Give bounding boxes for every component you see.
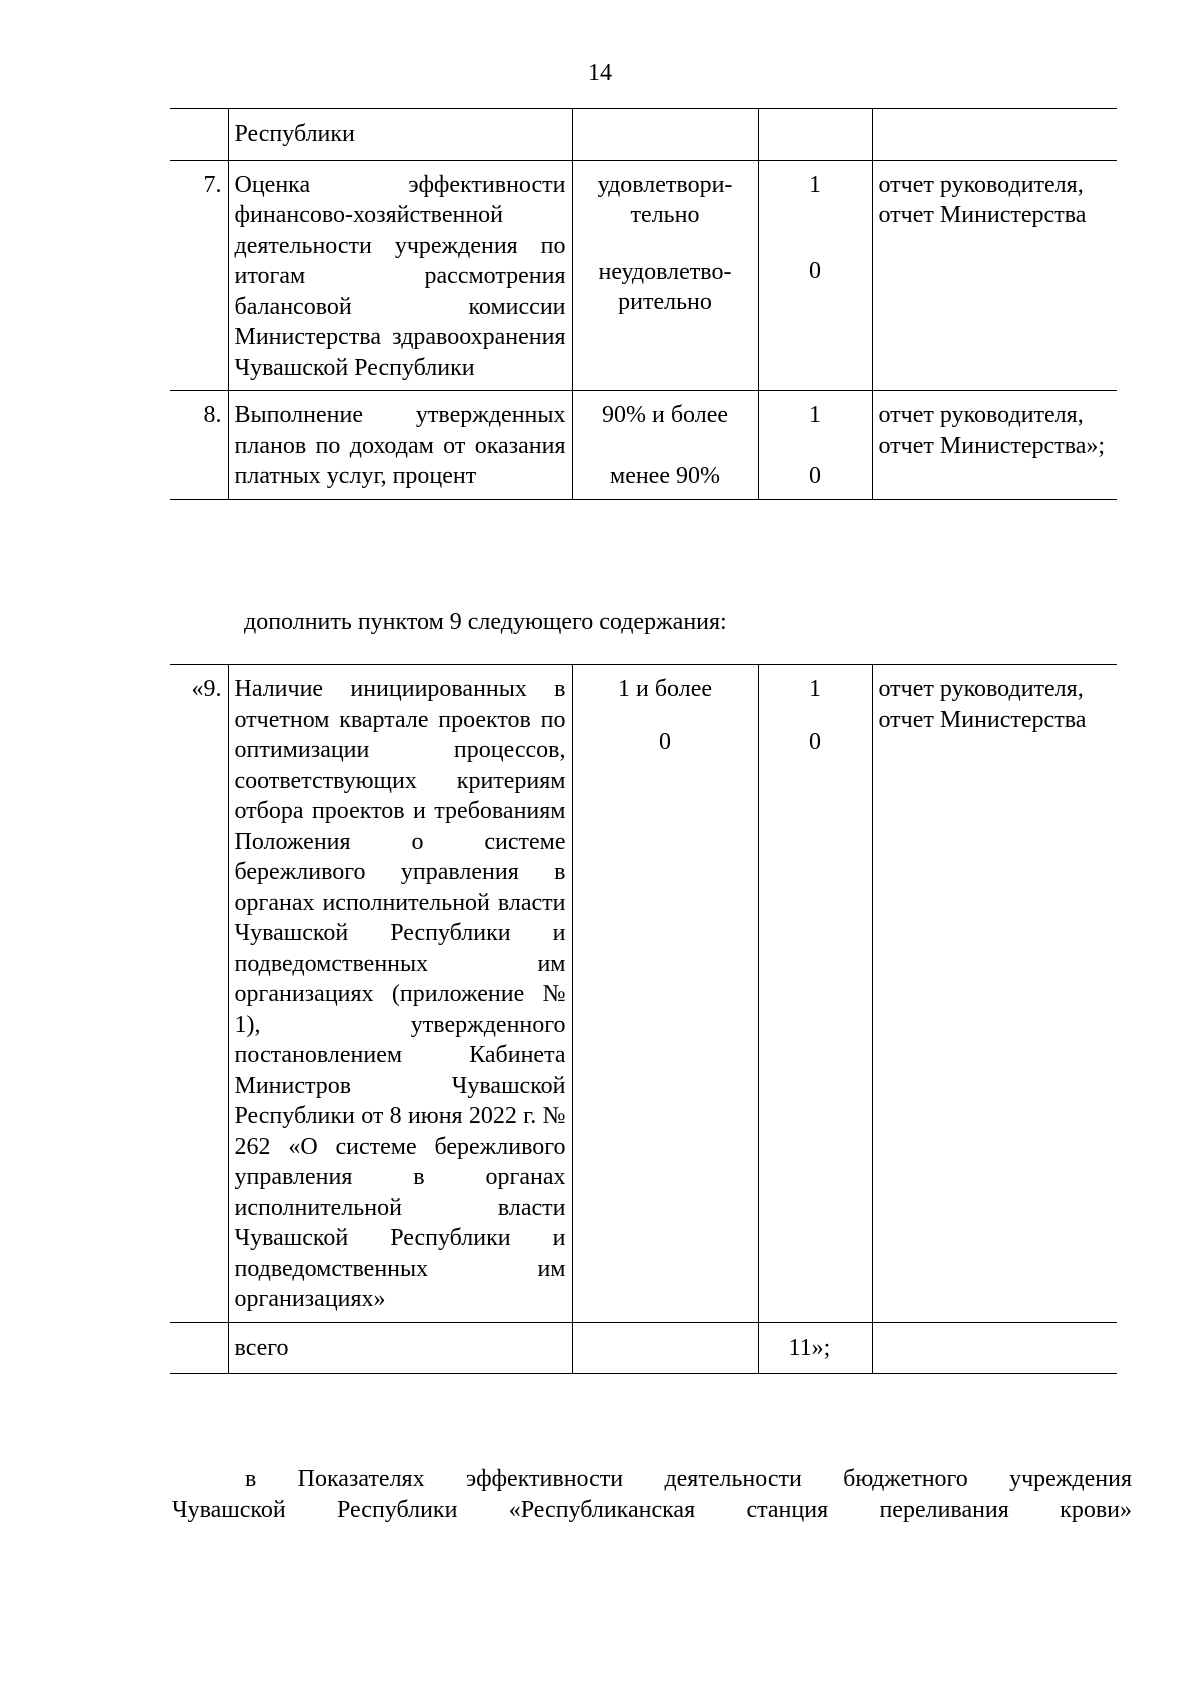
value-option: неудовлетво- — [598, 258, 732, 285]
value-cell — [572, 1322, 758, 1374]
score-cell — [758, 665, 872, 1323]
indicators-table-1 — [170, 108, 1117, 500]
table-row — [170, 109, 1117, 161]
score-cell — [758, 160, 872, 391]
value-cell — [572, 665, 758, 1323]
score-value: 0 — [809, 462, 821, 489]
score-value: 0 — [809, 258, 821, 284]
indicator-text: Оценка эффективности финансово-хозяйственной деятельности учреждения по итогам рассмотрения балансовой комиссии Министерства здравоохранения Чувашской Республики — [228, 160, 572, 391]
row-number: 7. — [170, 160, 228, 391]
page-number: 14 — [588, 60, 612, 86]
indicator-text: Выполнение утвержденных планов по доходам от оказания платных услуг, процент — [228, 391, 572, 500]
table-total-row — [170, 1322, 1117, 1374]
source-cell: отчет руководителя, отчет Министерства»; — [872, 391, 1117, 500]
row-number — [170, 1322, 228, 1374]
value-option: 1 и более — [617, 676, 713, 702]
source-cell — [872, 1322, 1117, 1374]
row-number: 8. — [170, 391, 228, 500]
table-row — [170, 391, 1117, 500]
closing-line: Чувашской Республики «Республиканская станция переливания крови» — [172, 1497, 1132, 1523]
score-value: 1 — [809, 402, 821, 428]
value-option: менее 90% — [610, 462, 720, 489]
value-option: тельно — [630, 202, 700, 228]
table-row — [170, 665, 1117, 1323]
indicators-table-2 — [170, 664, 1117, 1374]
value-option: рительно — [618, 289, 712, 315]
score-value: 0 — [809, 728, 821, 755]
score-value: 1 — [809, 171, 821, 198]
value-option: 90% и более — [601, 402, 728, 428]
value-cell — [572, 109, 758, 161]
score-cell — [758, 109, 872, 161]
source-cell: отчет руководителя, отчет Министерства — [872, 665, 1117, 1323]
row-number — [170, 109, 228, 161]
value-cell — [572, 160, 758, 391]
amendment-paragraph: дополнить пунктом 9 следующего содержания: — [244, 609, 727, 635]
closing-line: в Показателях эффективности деятельности бюджетного учреждения — [245, 1466, 1132, 1492]
source-cell: отчет руководителя, отчет Министерства — [872, 160, 1117, 391]
score-cell — [758, 391, 872, 500]
source-cell — [872, 109, 1117, 161]
indicator-text: Наличие инициированных в отчетном квартале проектов по оптимизации процессов, соответствующих критериям отбора проектов и требованиям Положения о системе бережливого управления в органах исполнительной власти Чувашской Республики и подведомственных им организациях (приложение № 1), утвержденного постановлением Кабинета Министров Чувашской Республики от 8 июня 2022 г. № 262 «О системе бережливого управления в органах исполнительной власти Чувашской Республики и подведомственных им организациях» — [228, 665, 572, 1323]
indicator-text: Республики — [228, 109, 572, 161]
total-label: всего — [228, 1322, 572, 1374]
value-option: удовлетвори- — [597, 171, 733, 198]
score-value: 1 — [809, 676, 821, 702]
table-row — [170, 160, 1117, 391]
value-option: 0 — [659, 728, 671, 755]
total-score: 11»; — [758, 1322, 872, 1374]
value-cell — [572, 391, 758, 500]
row-number: «9. — [170, 665, 228, 1323]
closing-paragraph — [172, 1464, 1132, 1526]
